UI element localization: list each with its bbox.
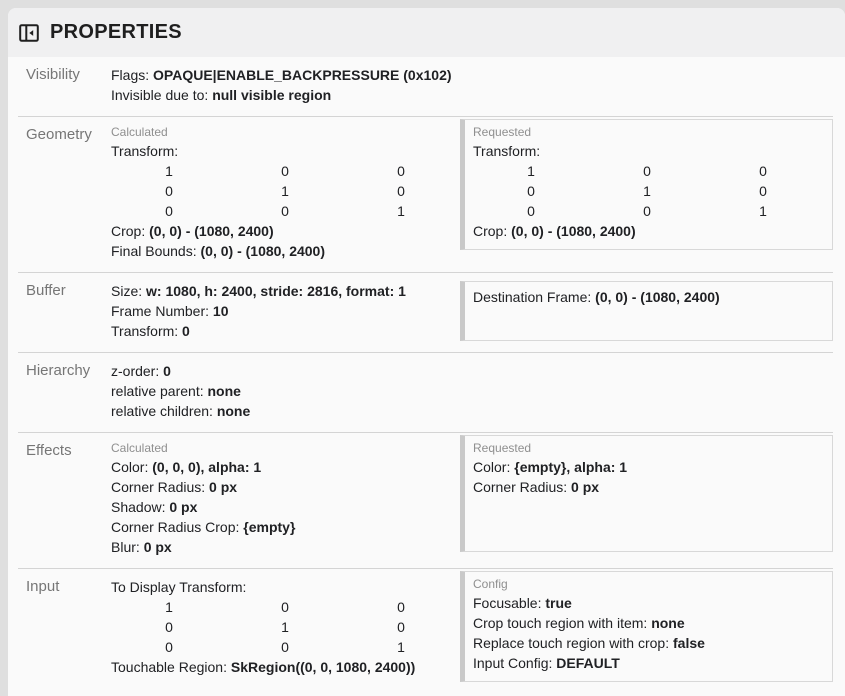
matrix-row bbox=[111, 201, 459, 221]
section-title: Buffer bbox=[26, 282, 66, 299]
property-line bbox=[473, 287, 824, 307]
property-value: none bbox=[216, 403, 251, 419]
matrix-row bbox=[473, 201, 821, 221]
property-value: 0 px bbox=[169, 499, 198, 515]
section-title: Input bbox=[26, 578, 60, 595]
section-input bbox=[18, 569, 833, 693]
matrix-row bbox=[111, 637, 459, 657]
property-value: (0, 0) - (1080, 2400) bbox=[149, 223, 274, 239]
section-content bbox=[111, 125, 833, 261]
transform-matrix bbox=[473, 161, 821, 221]
matrix-cell: 0 bbox=[165, 203, 173, 219]
matrix-cell: 1 bbox=[527, 163, 535, 179]
section-content bbox=[111, 577, 833, 682]
section-title: Hierarchy bbox=[26, 362, 91, 379]
property-value: {empty}, alpha: 1 bbox=[514, 459, 628, 475]
property-line bbox=[111, 381, 833, 401]
section-content bbox=[111, 65, 833, 105]
property-key: Crop touch region with item: bbox=[473, 615, 648, 631]
property-value: none bbox=[207, 383, 241, 399]
transform-matrix bbox=[111, 597, 459, 657]
section-title: Geometry bbox=[26, 126, 92, 143]
section-buffer bbox=[18, 273, 833, 353]
property-value: w: 1080, h: 2400, stride: 2816, format: 1 bbox=[146, 283, 406, 299]
collapse-right-panel-icon[interactable] bbox=[16, 20, 42, 46]
panel-title: PROPERTIES bbox=[50, 21, 182, 43]
property-value: DEFAULT bbox=[556, 655, 620, 671]
property-value: 0 px bbox=[209, 479, 238, 495]
section-geometry bbox=[18, 117, 833, 273]
matrix-cell: 1 bbox=[165, 163, 173, 179]
property-line bbox=[111, 141, 460, 161]
requested-group-box bbox=[460, 435, 833, 552]
property-key: Input Config: bbox=[473, 655, 553, 671]
group-label: Calculated bbox=[111, 125, 168, 139]
matrix-row bbox=[111, 181, 459, 201]
property-line bbox=[473, 653, 824, 673]
matrix-row bbox=[473, 181, 821, 201]
property-line bbox=[111, 221, 460, 241]
group-label: Requested bbox=[473, 441, 532, 455]
property-value: (0, 0) - (1080, 2400) bbox=[595, 289, 720, 305]
requested-group-box bbox=[460, 119, 833, 250]
property-value: true bbox=[545, 595, 572, 611]
property-value: {empty} bbox=[243, 519, 296, 535]
property-key: Shadow: bbox=[111, 499, 166, 515]
property-key: Invisible due to: bbox=[111, 87, 209, 103]
section-content bbox=[111, 441, 833, 557]
property-value: 0 bbox=[182, 323, 190, 339]
section-visibility bbox=[18, 57, 833, 117]
matrix-cell: 0 bbox=[165, 183, 173, 199]
property-line bbox=[111, 281, 460, 301]
matrix-cell: 0 bbox=[281, 599, 289, 615]
property-value: none bbox=[651, 615, 685, 631]
property-line bbox=[473, 457, 824, 477]
property-key: Blur: bbox=[111, 539, 140, 555]
property-key: Color: bbox=[473, 459, 511, 475]
property-line bbox=[111, 497, 460, 517]
property-value: 0 px bbox=[143, 539, 172, 555]
property-line bbox=[111, 85, 833, 105]
matrix-cell: 1 bbox=[397, 203, 405, 219]
requested-group-box bbox=[460, 571, 833, 682]
property-line bbox=[111, 241, 460, 261]
group-label: Config bbox=[473, 577, 508, 591]
property-line bbox=[473, 613, 824, 633]
property-key: Size: bbox=[111, 283, 143, 299]
property-key: Color: bbox=[111, 459, 149, 475]
matrix-cell: 0 bbox=[643, 163, 651, 179]
section-hierarchy bbox=[18, 353, 833, 433]
properties-header bbox=[8, 8, 845, 57]
property-line bbox=[111, 301, 460, 321]
matrix-cell: 0 bbox=[165, 619, 173, 635]
matrix-cell: 0 bbox=[643, 203, 651, 219]
property-value: false bbox=[673, 635, 705, 651]
property-value: (0, 0) - (1080, 2400) bbox=[200, 243, 326, 259]
property-key: Frame Number: bbox=[111, 303, 210, 319]
property-line bbox=[111, 321, 460, 341]
group-label: Calculated bbox=[111, 441, 168, 455]
section-content bbox=[111, 281, 833, 341]
matrix-row bbox=[473, 161, 821, 181]
property-key: z-order: bbox=[111, 363, 160, 379]
matrix-cell: 1 bbox=[165, 599, 173, 615]
matrix-row bbox=[111, 161, 459, 181]
property-value: SkRegion((0, 0, 1080, 2400)) bbox=[230, 659, 416, 675]
calculated-group bbox=[111, 125, 460, 261]
calculated-group bbox=[111, 441, 460, 557]
property-line bbox=[111, 577, 460, 597]
property-key: Touchable Region: bbox=[111, 659, 227, 675]
property-line bbox=[473, 477, 824, 497]
matrix-cell: 1 bbox=[397, 639, 405, 655]
property-key: Corner Radius Crop: bbox=[111, 519, 240, 535]
property-key: Replace touch region with crop: bbox=[473, 635, 670, 651]
matrix-cell: 0 bbox=[759, 163, 767, 179]
matrix-cell: 0 bbox=[397, 599, 405, 615]
calculated-group bbox=[111, 577, 460, 677]
property-line bbox=[111, 361, 833, 381]
property-key: relative parent: bbox=[111, 383, 204, 399]
section-content bbox=[111, 361, 833, 421]
property-value: 0 bbox=[163, 363, 171, 379]
properties-sections bbox=[8, 57, 845, 693]
property-key: Transform: bbox=[111, 323, 179, 339]
matrix-cell: 0 bbox=[527, 203, 535, 219]
property-key: Transform: bbox=[111, 143, 179, 159]
property-line bbox=[473, 141, 824, 161]
property-key: Transform: bbox=[473, 143, 541, 159]
matrix-cell: 0 bbox=[281, 163, 289, 179]
matrix-cell: 0 bbox=[397, 163, 405, 179]
property-value: OPAQUE|ENABLE_BACKPRESSURE (0x102) bbox=[153, 67, 452, 83]
property-line bbox=[111, 537, 460, 557]
matrix-cell: 0 bbox=[281, 203, 289, 219]
property-key: Corner Radius: bbox=[111, 479, 206, 495]
property-key: relative children: bbox=[111, 403, 213, 419]
calculated-group bbox=[111, 65, 833, 105]
matrix-row bbox=[111, 617, 459, 637]
calculated-group bbox=[111, 281, 460, 341]
property-key: Crop: bbox=[473, 223, 508, 239]
property-value: (0, 0, 0), alpha: 1 bbox=[152, 459, 262, 475]
property-key: Final Bounds: bbox=[111, 243, 197, 259]
property-line bbox=[111, 65, 833, 85]
property-line bbox=[473, 593, 824, 613]
property-value: null visible region bbox=[212, 87, 332, 103]
property-line bbox=[111, 657, 460, 677]
matrix-row bbox=[111, 597, 459, 617]
transform-matrix bbox=[111, 161, 459, 221]
matrix-cell: 1 bbox=[759, 203, 767, 219]
matrix-cell: 0 bbox=[527, 183, 535, 199]
property-line bbox=[473, 221, 824, 241]
property-key: Corner Radius: bbox=[473, 479, 568, 495]
section-title: Visibility bbox=[26, 66, 80, 83]
property-key: To Display Transform: bbox=[111, 579, 247, 595]
property-value: (0, 0) - (1080, 2400) bbox=[511, 223, 636, 239]
requested-group-box bbox=[460, 281, 833, 341]
matrix-cell: 0 bbox=[281, 639, 289, 655]
section-effects bbox=[18, 433, 833, 569]
matrix-cell: 0 bbox=[165, 639, 173, 655]
property-line bbox=[473, 633, 824, 653]
property-value: 10 bbox=[212, 303, 229, 319]
properties-panel bbox=[8, 8, 845, 696]
property-key: Crop: bbox=[111, 223, 146, 239]
calculated-group bbox=[111, 361, 833, 421]
property-line bbox=[111, 401, 833, 421]
property-line bbox=[111, 477, 460, 497]
property-value: 0 px bbox=[571, 479, 600, 495]
property-key: Focusable: bbox=[473, 595, 542, 611]
group-label: Requested bbox=[473, 125, 532, 139]
matrix-cell: 1 bbox=[643, 183, 651, 199]
property-line bbox=[111, 457, 460, 477]
matrix-cell: 0 bbox=[759, 183, 767, 199]
section-title: Effects bbox=[26, 442, 72, 459]
matrix-cell: 1 bbox=[281, 619, 289, 635]
matrix-cell: 0 bbox=[397, 183, 405, 199]
matrix-cell: 1 bbox=[281, 183, 289, 199]
property-key: Flags: bbox=[111, 67, 150, 83]
property-key: Destination Frame: bbox=[473, 289, 592, 305]
property-line bbox=[111, 517, 460, 537]
matrix-cell: 0 bbox=[397, 619, 405, 635]
